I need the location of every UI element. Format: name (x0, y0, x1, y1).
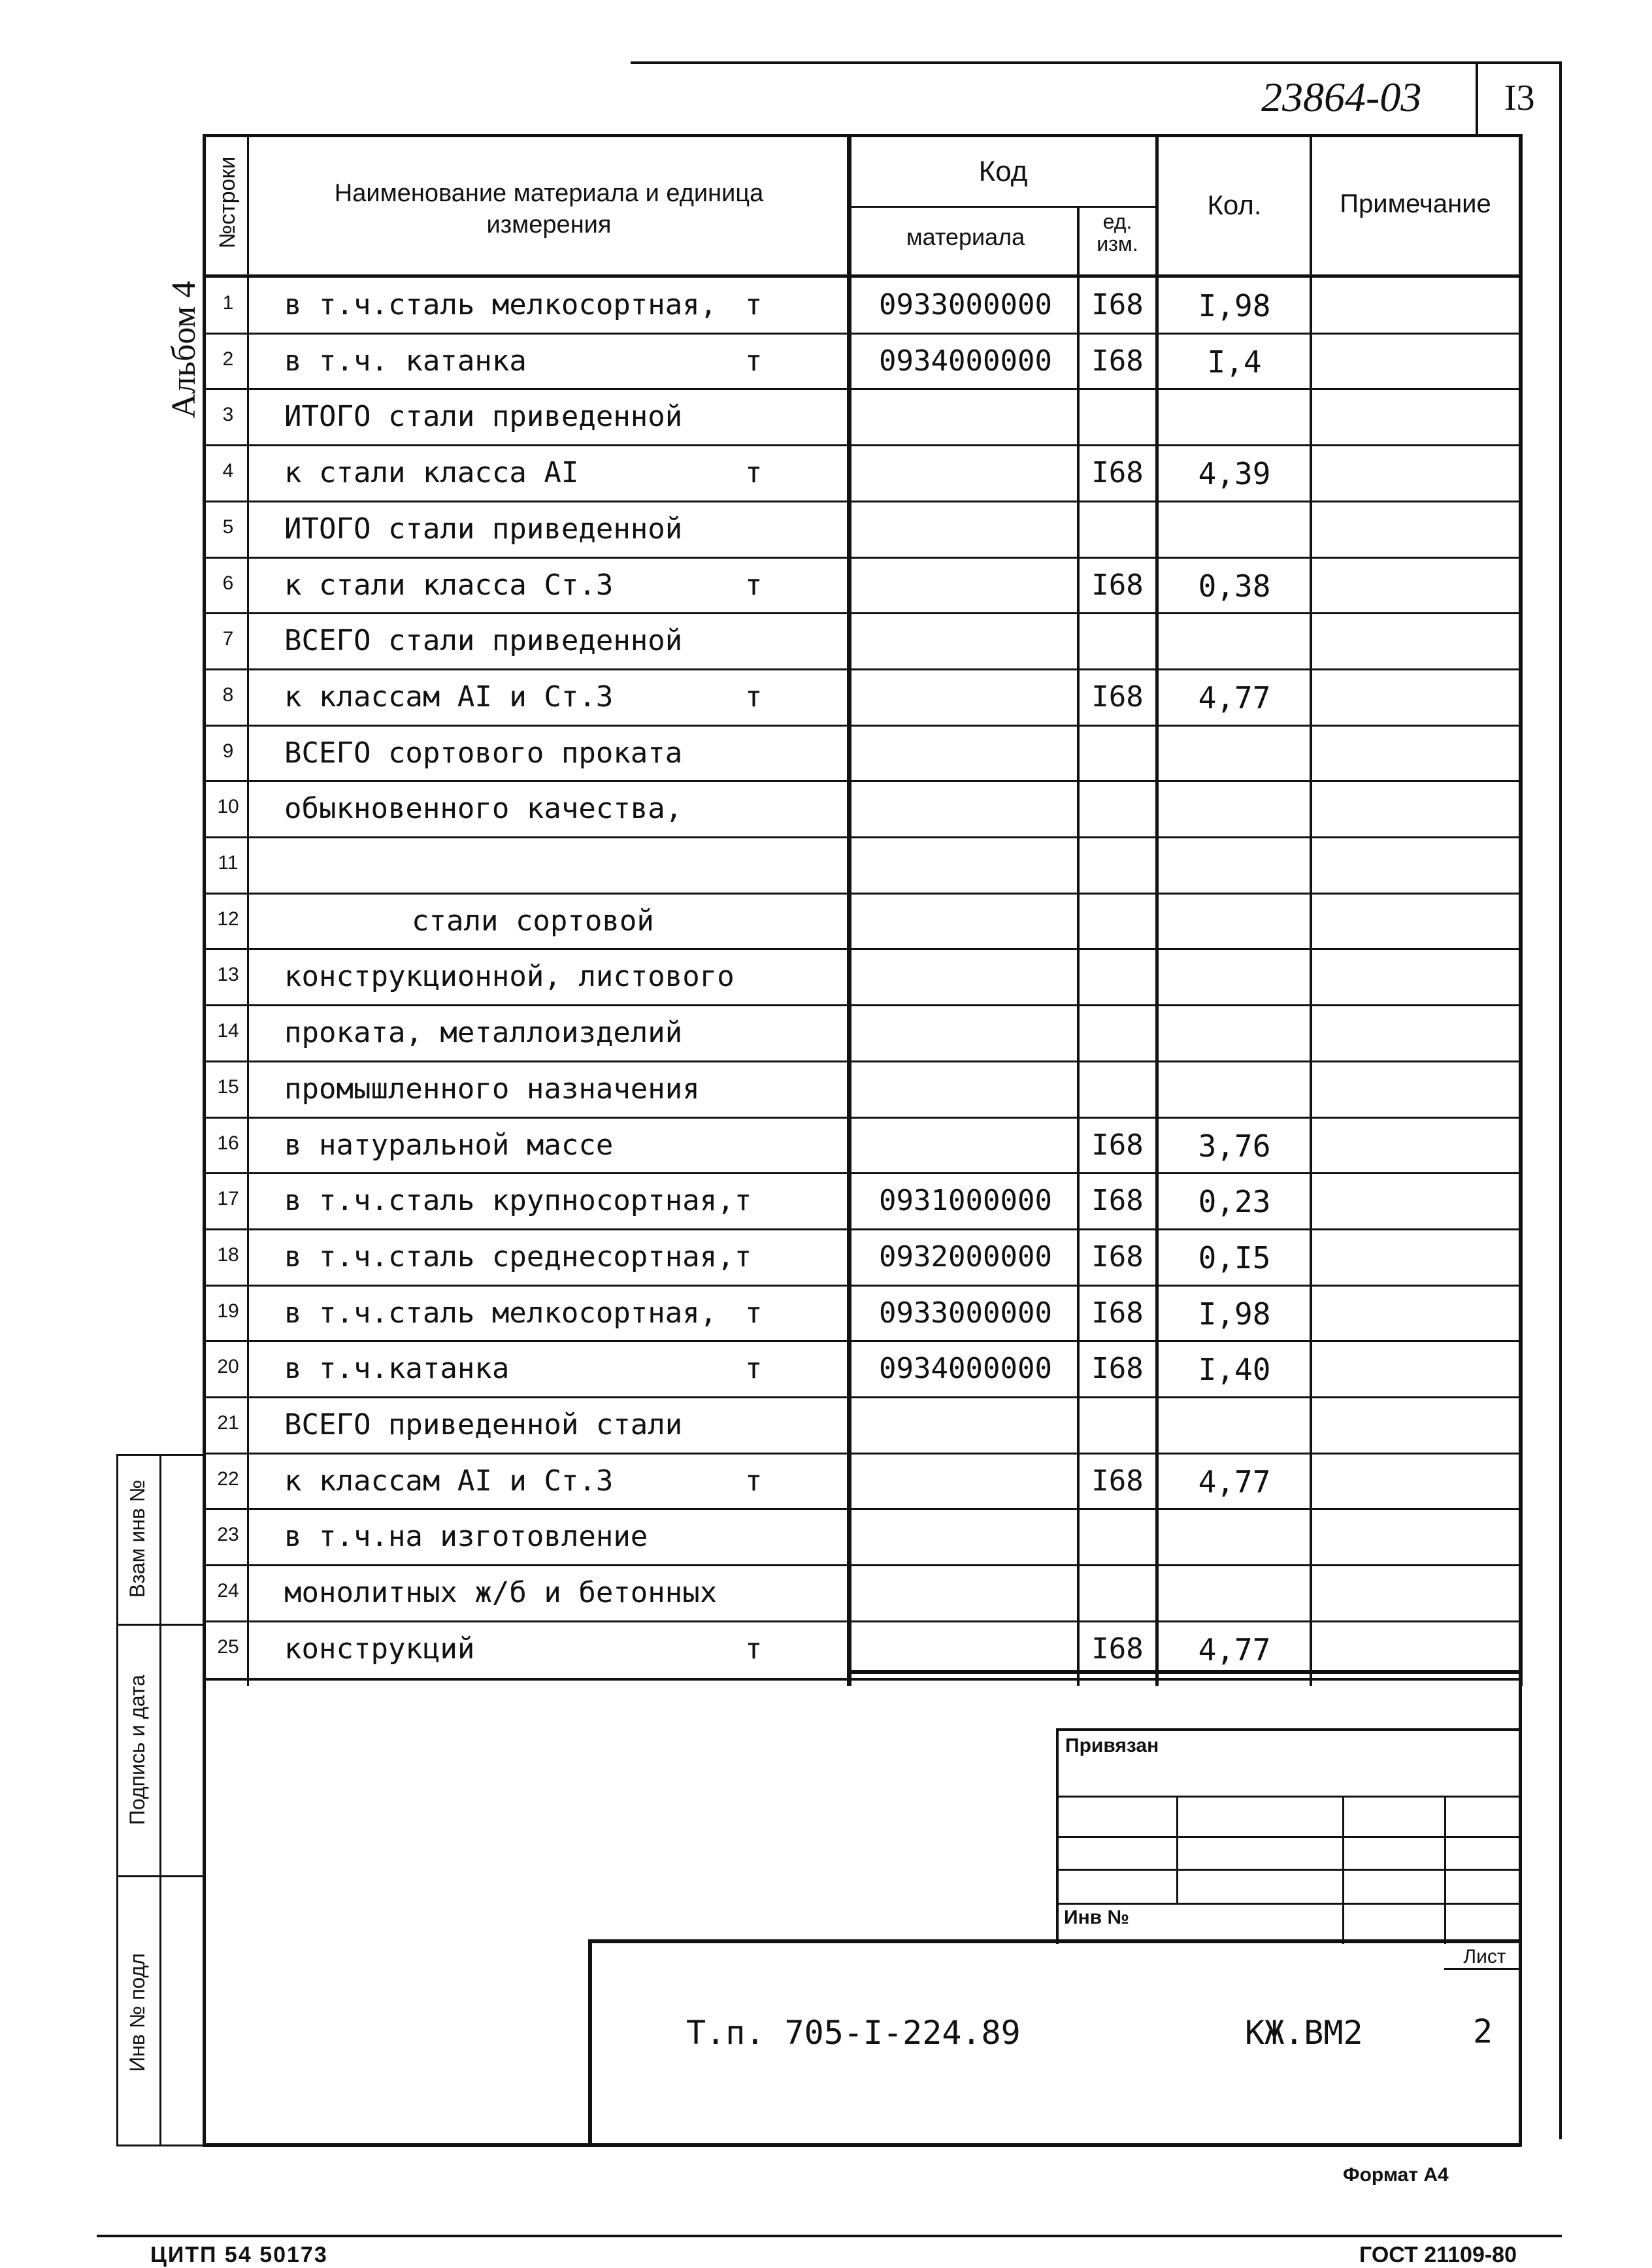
row-number: 3 (222, 404, 234, 425)
quantity: 0,23 (1198, 1184, 1271, 1219)
unit: т (745, 1464, 763, 1498)
sheet-number: 2 (1472, 2013, 1493, 2050)
header-code-material: материала (906, 223, 1025, 250)
unit: т (745, 1352, 763, 1385)
quantity: I,40 (1198, 1352, 1271, 1387)
stamp-inv-podl: Инв № подл (125, 1953, 149, 2072)
header-note: Примечание (1340, 189, 1491, 218)
row-number: 21 (217, 1412, 239, 1434)
stamp-inv-vzam: Взам инв № (125, 1479, 149, 1598)
unit-code: I68 (1091, 1296, 1144, 1330)
material-code: 0933000000 (879, 288, 1052, 321)
footer-gost: ГОСТ 21109-80 (1359, 2243, 1517, 2267)
row-number: 9 (222, 740, 234, 762)
material-code: 0933000000 (879, 1296, 1052, 1330)
row-number: 12 (217, 908, 239, 930)
unit-code: I68 (1091, 1128, 1144, 1162)
material-name: конструкций (284, 1632, 475, 1666)
header-code-unit: ед. изм. (1097, 210, 1138, 255)
unit-code: I68 (1091, 1464, 1144, 1498)
row-number: 2 (222, 348, 234, 370)
material-name: конструкционной, листового (284, 960, 735, 993)
unit: т (745, 568, 763, 602)
material-name: ИТОГО стали приведенной (284, 400, 683, 433)
unit-code: I68 (1091, 288, 1144, 321)
material-name: стали сортовой (412, 904, 654, 938)
material-name: в т.ч. катанка (284, 344, 527, 378)
row-number: 16 (217, 1132, 239, 1154)
unit-code: I68 (1091, 1352, 1144, 1385)
row-number: 15 (217, 1076, 239, 1098)
row-number: 18 (217, 1244, 239, 1266)
row-number: 24 (217, 1580, 239, 1602)
row-number: 17 (217, 1188, 239, 1209)
quantity: 0,38 (1198, 568, 1271, 604)
quantity: 4,77 (1198, 1464, 1271, 1500)
unit: т (745, 680, 763, 714)
material-code: 0932000000 (879, 1240, 1052, 1274)
unit: т (745, 1632, 763, 1666)
material-name: в т.ч.сталь мелкосортная, (284, 288, 718, 321)
quantity: I,98 (1198, 1296, 1271, 1332)
header-code: Код (978, 156, 1028, 188)
unit: т (745, 456, 763, 489)
quantity: 4,77 (1198, 680, 1271, 715)
material-name: монолитных ж/б и бетонных (284, 1576, 718, 1609)
unit-code: I68 (1091, 680, 1144, 714)
row-number: 7 (222, 628, 234, 649)
privyazan-label: Привязан (1065, 1735, 1159, 1756)
material-name: ВСЕГО приведенной стали (284, 1408, 683, 1441)
material-name: обыкновенного качества, (284, 792, 683, 825)
material-name: промышленного назначения (284, 1072, 700, 1106)
format-label: Формат А4 (1343, 2164, 1449, 2186)
material-name: к стали класса АI (284, 456, 579, 489)
inv-no-label: Инв № (1064, 1907, 1129, 1928)
row-number: 4 (222, 460, 234, 482)
material-name: ВСЕГО стали приведенной (284, 624, 683, 657)
material-code: 0931000000 (879, 1184, 1052, 1217)
material-name: в т.ч.на изготовление (284, 1520, 648, 1553)
header-row-number: №строки (215, 156, 240, 249)
unit-code: I68 (1091, 456, 1144, 489)
drawing-code: КЖ.ВМ2 (1245, 2014, 1363, 2052)
material-name: ИТОГО стали приведенной (284, 512, 683, 546)
stamp-signature-date: Подпись и дата (125, 1674, 149, 1826)
unit-code: I68 (1091, 1632, 1144, 1666)
row-number: 1 (222, 292, 234, 314)
unit-code: I68 (1091, 1240, 1144, 1274)
document-number: 23864-03 (1261, 74, 1422, 120)
row-number: 5 (222, 516, 234, 538)
row-number: 23 (217, 1524, 239, 1545)
material-name: проката, металлоизделий (284, 1016, 683, 1049)
sheet-label: Лист (1463, 1946, 1506, 1967)
material-name: в т.ч.сталь мелкосортная, (284, 1296, 718, 1330)
unit-code: I68 (1091, 568, 1144, 602)
material-code: 0934000000 (879, 344, 1052, 378)
project-designation: Т.п. 705-I-224.89 (686, 2014, 1021, 2052)
row-number: 10 (217, 796, 239, 817)
row-number: 6 (222, 572, 234, 594)
quantity: 4,39 (1198, 456, 1271, 491)
row-number: 19 (217, 1300, 239, 1322)
row-number: 14 (217, 1020, 239, 1042)
page-number: I3 (1504, 78, 1535, 118)
material-name: к классам АI и Ст.3 (284, 1464, 614, 1498)
material-name: ВСЕГО сортового проката (284, 736, 683, 770)
row-number: 11 (218, 852, 239, 874)
material-name: к стали класса Ст.3 (284, 568, 614, 602)
album-label: Альбом 4 (165, 280, 203, 419)
material-name: в натуральной массе (284, 1128, 614, 1162)
unit: т (745, 344, 763, 378)
unit: т (745, 1296, 763, 1330)
row-number: 22 (217, 1468, 239, 1490)
quantity: I,98 (1198, 288, 1271, 323)
row-number: 8 (222, 684, 234, 706)
footer-left-code: ЦИТП 54 50173 (150, 2243, 328, 2267)
material-code: 0934000000 (879, 1352, 1052, 1385)
row-number: 20 (217, 1356, 239, 1377)
unit-code: I68 (1091, 344, 1144, 378)
unit: т (745, 288, 763, 321)
quantity: 0,I5 (1198, 1240, 1271, 1275)
quantity: 3,76 (1198, 1128, 1271, 1164)
material-name: в т.ч.катанка (284, 1352, 510, 1385)
material-name: в т.ч.сталь крупносортная,т (284, 1184, 752, 1217)
quantity: I,4 (1207, 344, 1262, 380)
header-material-name: Наименование материала и единица измерения (334, 180, 764, 238)
header-quantity: Кол. (1207, 189, 1262, 220)
material-name: в т.ч.сталь среднесортная,т (284, 1240, 752, 1274)
row-number: 25 (217, 1636, 239, 1658)
material-name: к классам АI и Ст.3 (284, 680, 614, 714)
quantity: 4,77 (1198, 1632, 1271, 1668)
unit-code: I68 (1091, 1184, 1144, 1217)
row-number: 13 (217, 964, 239, 985)
